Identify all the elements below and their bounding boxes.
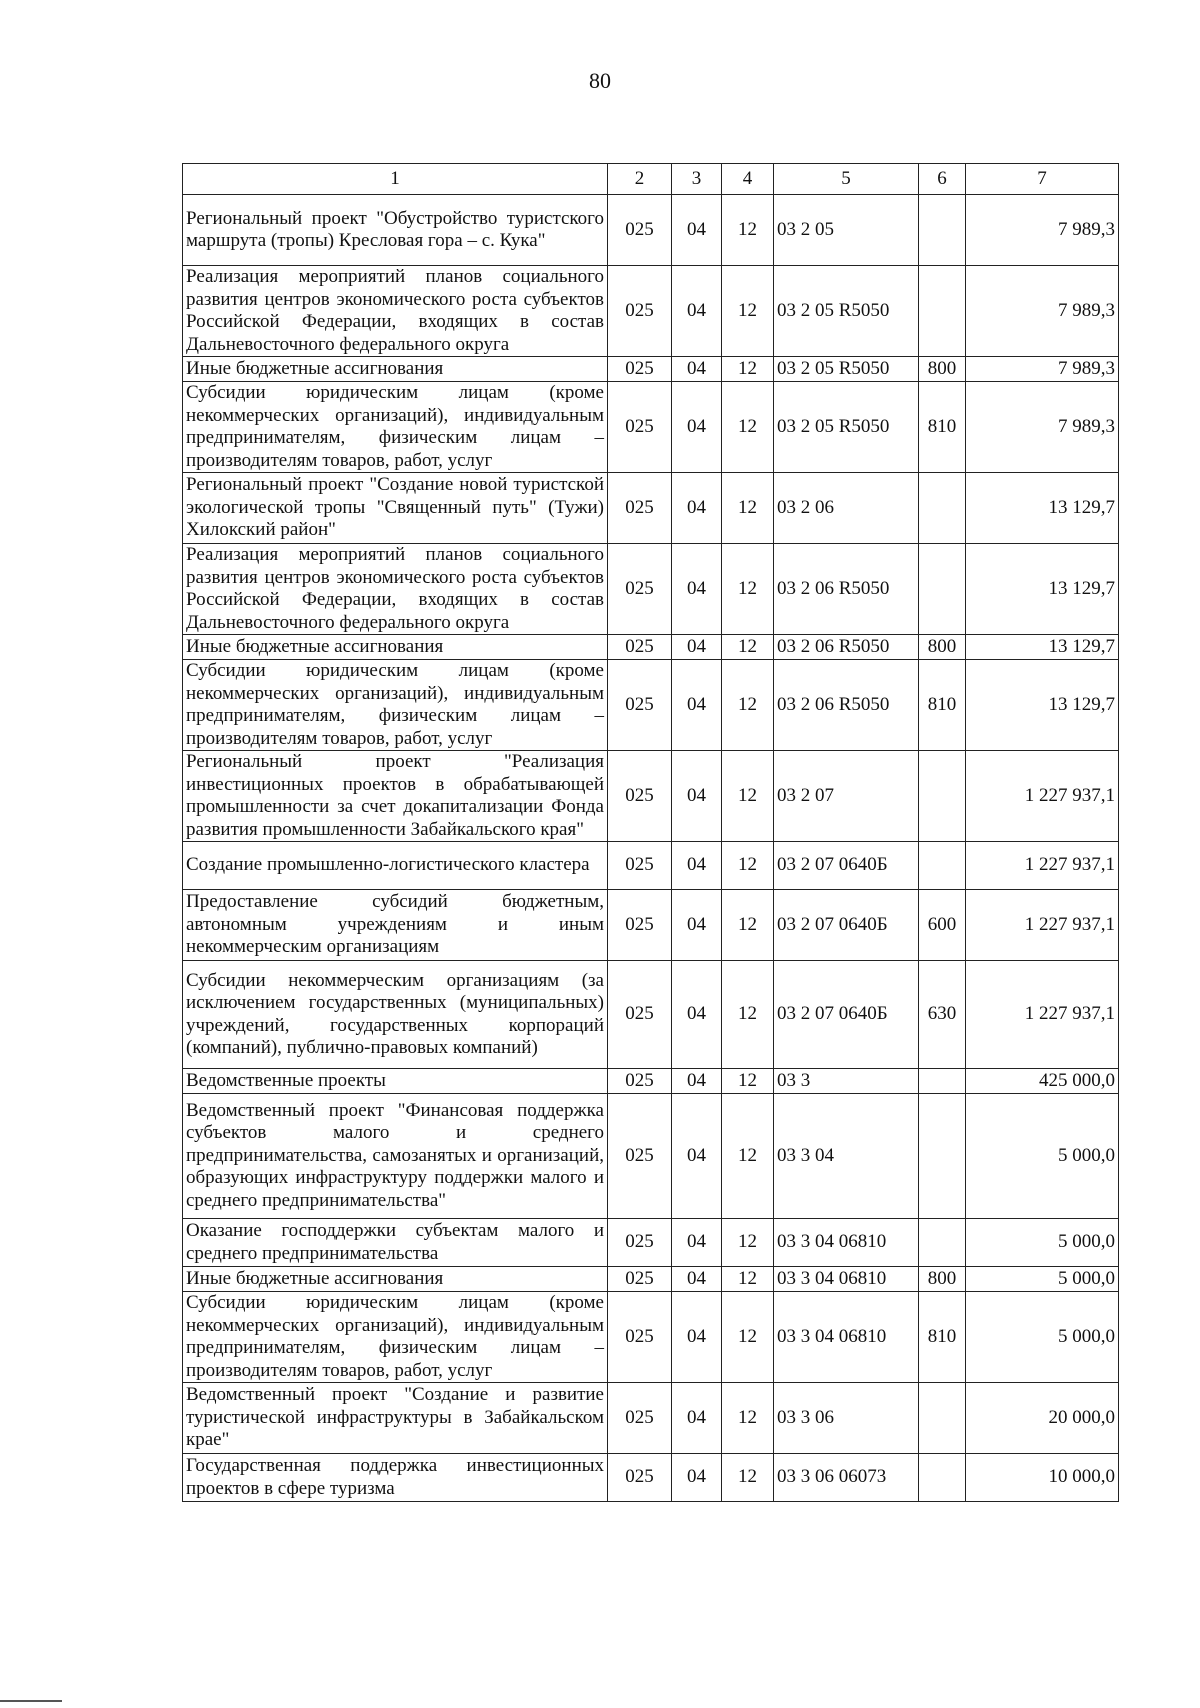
target-article-code: 03 2 05	[774, 195, 919, 266]
section-code: 04	[672, 1094, 722, 1219]
target-article-code: 03 3 06	[774, 1383, 919, 1454]
subsection-code: 12	[722, 473, 774, 544]
section-code: 04	[672, 544, 722, 635]
expense-type-code	[919, 751, 966, 842]
section-code: 04	[672, 1267, 722, 1292]
row-name: Реализация мероприятий планов социального развития центров экономического роста субъектов Российской Федерации, входящих в состав Дальневосточного федерального округа	[183, 266, 608, 357]
subsection-code: 12	[722, 1292, 774, 1383]
section-code: 04	[672, 1383, 722, 1454]
target-article-code: 03 3 06 06073	[774, 1454, 919, 1502]
budget-table	[182, 163, 1119, 1502]
table-row	[183, 660, 1119, 751]
section-code: 04	[672, 1454, 722, 1502]
column-header: 5	[774, 164, 919, 195]
expense-type-code	[919, 842, 966, 890]
amount: 5 000,0	[966, 1094, 1119, 1219]
section-code: 04	[672, 842, 722, 890]
table-row	[183, 635, 1119, 660]
admin-code: 025	[608, 1069, 672, 1094]
row-name: Государственная поддержка инвестиционных проектов в сфере туризма	[183, 1454, 608, 1502]
amount: 7 989,3	[966, 382, 1119, 473]
subsection-code: 12	[722, 890, 774, 961]
column-header: 2	[608, 164, 672, 195]
row-name: Региональный проект "Создание новой туристской экологической тропы "Священный путь" (Тужи) Хилокский район"	[183, 473, 608, 544]
column-header: 1	[183, 164, 608, 195]
subsection-code: 12	[722, 1069, 774, 1094]
admin-code: 025	[608, 382, 672, 473]
column-header: 7	[966, 164, 1119, 195]
target-article-code: 03 3 04	[774, 1094, 919, 1219]
admin-code: 025	[608, 1383, 672, 1454]
admin-code: 025	[608, 357, 672, 382]
admin-code: 025	[608, 1454, 672, 1502]
subsection-code: 12	[722, 1383, 774, 1454]
row-name: Региональный проект "Обустройство туристского маршрута (тропы) Кресловая гора – с. Кука"	[183, 195, 608, 266]
table-row	[183, 751, 1119, 842]
section-code: 04	[672, 1069, 722, 1094]
expense-type-code	[919, 1454, 966, 1502]
table-row	[183, 1069, 1119, 1094]
subsection-code: 12	[722, 1454, 774, 1502]
amount: 1 227 937,1	[966, 751, 1119, 842]
amount: 425 000,0	[966, 1069, 1119, 1094]
table-header-row	[183, 164, 1119, 195]
section-code: 04	[672, 382, 722, 473]
row-name: Оказание господдержки субъектам малого и среднего предпринимательства	[183, 1219, 608, 1267]
expense-type-code: 800	[919, 357, 966, 382]
subsection-code: 12	[722, 382, 774, 473]
admin-code: 025	[608, 1094, 672, 1219]
amount: 7 989,3	[966, 357, 1119, 382]
target-article-code: 03 2 05 R5050	[774, 357, 919, 382]
subsection-code: 12	[722, 751, 774, 842]
target-article-code: 03 2 05 R5050	[774, 266, 919, 357]
section-code: 04	[672, 635, 722, 660]
section-code: 04	[672, 890, 722, 961]
admin-code: 025	[608, 890, 672, 961]
section-code: 04	[672, 266, 722, 357]
admin-code: 025	[608, 473, 672, 544]
expense-type-code	[919, 544, 966, 635]
section-code: 04	[672, 751, 722, 842]
subsection-code: 12	[722, 660, 774, 751]
subsection-code: 12	[722, 1219, 774, 1267]
row-name: Субсидии юридическим лицам (кроме некоммерческих организаций), индивидуальным предпринимателям, физическим лицам – производителям товаров, работ, услуг	[183, 660, 608, 751]
section-code: 04	[672, 473, 722, 544]
admin-code: 025	[608, 751, 672, 842]
subsection-code: 12	[722, 357, 774, 382]
target-article-code: 03 2 07	[774, 751, 919, 842]
expense-type-code	[919, 266, 966, 357]
row-name: Предоставление субсидий бюджетным, автономным учреждениям и иным некоммерческим организациям	[183, 890, 608, 961]
row-name: Субсидии юридическим лицам (кроме некоммерческих организаций), индивидуальным предпринимателям, физическим лицам – производителям товаров, работ, услуг	[183, 382, 608, 473]
table-row	[183, 382, 1119, 473]
table-row	[183, 357, 1119, 382]
subsection-code: 12	[722, 544, 774, 635]
table-row	[183, 1454, 1119, 1502]
target-article-code: 03 3 04 06810	[774, 1292, 919, 1383]
table-row	[183, 266, 1119, 357]
target-article-code: 03 2 06	[774, 473, 919, 544]
expense-type-code	[919, 1094, 966, 1219]
row-name: Субсидии юридическим лицам (кроме некоммерческих организаций), индивидуальным предпринимателям, физическим лицам – производителям товаров, работ, услуг	[183, 1292, 608, 1383]
target-article-code: 03 3	[774, 1069, 919, 1094]
section-code: 04	[672, 961, 722, 1069]
table-row	[183, 1292, 1119, 1383]
expense-type-code	[919, 1383, 966, 1454]
target-article-code: 03 2 06 R5050	[774, 635, 919, 660]
expense-type-code: 810	[919, 660, 966, 751]
amount: 20 000,0	[966, 1383, 1119, 1454]
expense-type-code: 800	[919, 1267, 966, 1292]
table-row	[183, 1219, 1119, 1267]
subsection-code: 12	[722, 961, 774, 1069]
expense-type-code: 600	[919, 890, 966, 961]
amount: 5 000,0	[966, 1219, 1119, 1267]
column-header: 6	[919, 164, 966, 195]
admin-code: 025	[608, 635, 672, 660]
section-code: 04	[672, 357, 722, 382]
target-article-code: 03 2 07 0640Б	[774, 890, 919, 961]
expense-type-code	[919, 195, 966, 266]
expense-type-code	[919, 1219, 966, 1267]
expense-type-code: 810	[919, 1292, 966, 1383]
page-number: 80	[589, 68, 611, 93]
admin-code: 025	[608, 1292, 672, 1383]
table-row	[183, 473, 1119, 544]
amount: 1 227 937,1	[966, 890, 1119, 961]
section-code: 04	[672, 660, 722, 751]
section-code: 04	[672, 1219, 722, 1267]
expense-type-code	[919, 1069, 966, 1094]
scan-edge-mark	[0, 1700, 62, 1702]
amount: 1 227 937,1	[966, 961, 1119, 1069]
table-row	[183, 890, 1119, 961]
column-header: 3	[672, 164, 722, 195]
expense-type-code	[919, 473, 966, 544]
table-row	[183, 1267, 1119, 1292]
target-article-code: 03 2 06 R5050	[774, 544, 919, 635]
row-name: Субсидии некоммерческим организациям (за исключением государственных (муниципальных) учреждений, государственных корпораций (компаний), публично-правовых компаний)	[183, 961, 608, 1069]
admin-code: 025	[608, 842, 672, 890]
table-row	[183, 1383, 1119, 1454]
table-row	[183, 195, 1119, 266]
row-name: Ведомственный проект "Создание и развитие туристической инфраструктуры в Забайкальском крае"	[183, 1383, 608, 1454]
admin-code: 025	[608, 544, 672, 635]
expense-type-code: 630	[919, 961, 966, 1069]
subsection-code: 12	[722, 195, 774, 266]
amount: 1 227 937,1	[966, 842, 1119, 890]
row-name: Реализация мероприятий планов социального развития центров экономического роста субъектов Российской Федерации, входящих в состав Дальневосточного федерального округа	[183, 544, 608, 635]
row-name: Иные бюджетные ассигнования	[183, 635, 608, 660]
row-name: Региональный проект "Реализация инвестиционных проектов в обрабатывающей промышленности за счет докапитализации Фонда развития промышленности Забайкальского края"	[183, 751, 608, 842]
admin-code: 025	[608, 1219, 672, 1267]
table-row	[183, 842, 1119, 890]
expense-type-code: 810	[919, 382, 966, 473]
section-code: 04	[672, 195, 722, 266]
amount: 13 129,7	[966, 635, 1119, 660]
table-row	[183, 544, 1119, 635]
admin-code: 025	[608, 1267, 672, 1292]
admin-code: 025	[608, 266, 672, 357]
section-code: 04	[672, 1292, 722, 1383]
amount: 5 000,0	[966, 1267, 1119, 1292]
amount: 10 000,0	[966, 1454, 1119, 1502]
subsection-code: 12	[722, 842, 774, 890]
admin-code: 025	[608, 961, 672, 1069]
row-name: Ведомственный проект "Финансовая поддержка субъектов малого и среднего предпринимательства, самозанятых и организаций, образующих инфраструктуру поддержки малого и среднего предпринимательства"	[183, 1094, 608, 1219]
expense-type-code: 800	[919, 635, 966, 660]
target-article-code: 03 2 06 R5050	[774, 660, 919, 751]
row-name: Ведомственные проекты	[183, 1069, 608, 1094]
table-row	[183, 961, 1119, 1069]
subsection-code: 12	[722, 1094, 774, 1219]
amount: 7 989,3	[966, 195, 1119, 266]
amount: 13 129,7	[966, 544, 1119, 635]
admin-code: 025	[608, 660, 672, 751]
target-article-code: 03 2 07 0640Б	[774, 842, 919, 890]
subsection-code: 12	[722, 1267, 774, 1292]
target-article-code: 03 3 04 06810	[774, 1267, 919, 1292]
row-name: Иные бюджетные ассигнования	[183, 357, 608, 382]
target-article-code: 03 3 04 06810	[774, 1219, 919, 1267]
amount: 5 000,0	[966, 1292, 1119, 1383]
amount: 13 129,7	[966, 473, 1119, 544]
table-row	[183, 1094, 1119, 1219]
target-article-code: 03 2 07 0640Б	[774, 961, 919, 1069]
row-name: Иные бюджетные ассигнования	[183, 1267, 608, 1292]
row-name: Создание промышленно-логистического кластера	[183, 842, 608, 890]
amount: 7 989,3	[966, 266, 1119, 357]
target-article-code: 03 2 05 R5050	[774, 382, 919, 473]
subsection-code: 12	[722, 266, 774, 357]
subsection-code: 12	[722, 635, 774, 660]
admin-code: 025	[608, 195, 672, 266]
column-header: 4	[722, 164, 774, 195]
amount: 13 129,7	[966, 660, 1119, 751]
